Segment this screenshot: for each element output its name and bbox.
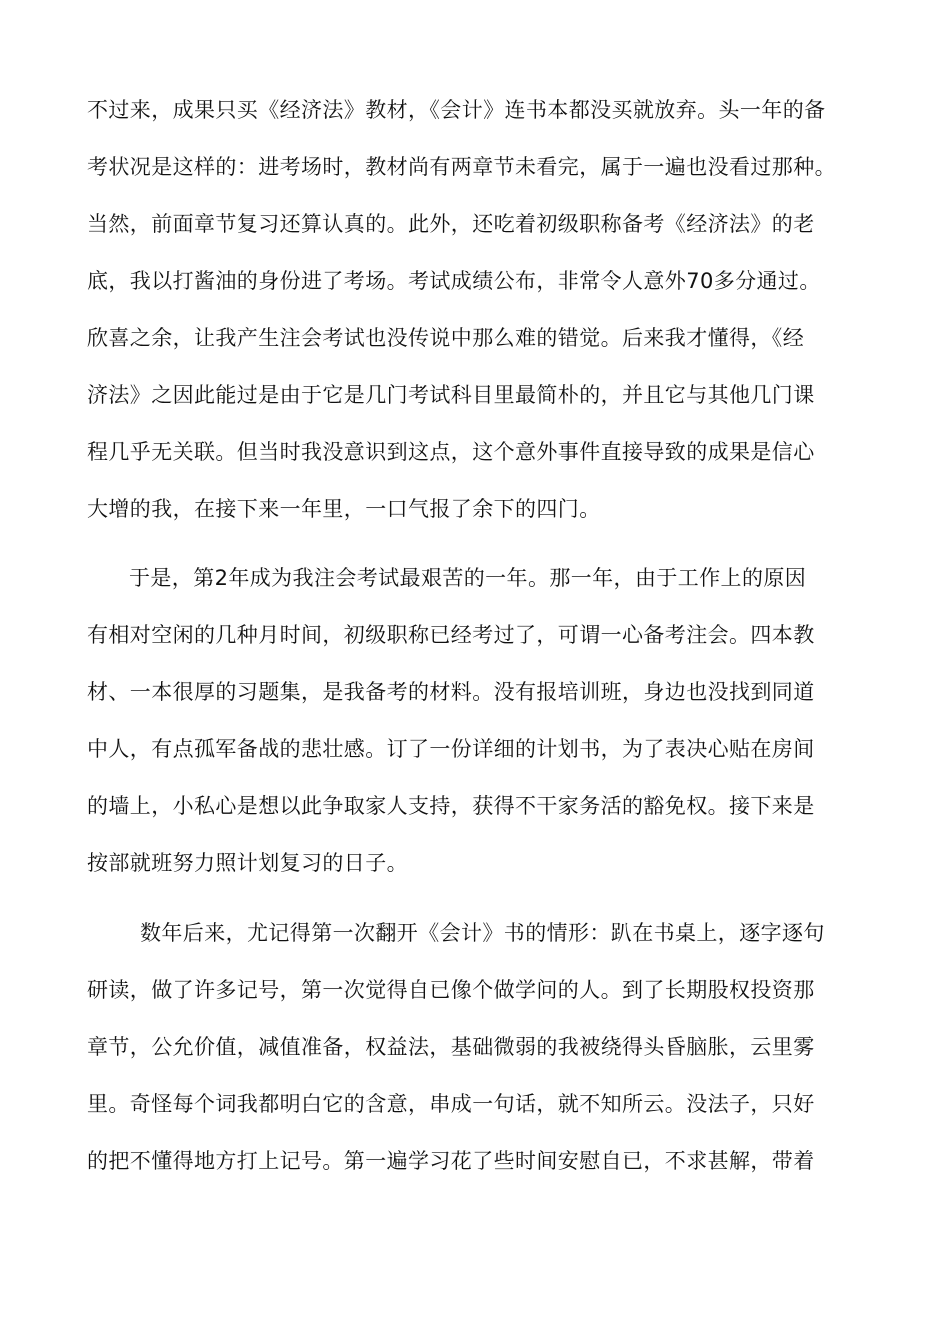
paragraph-2-line-5: 的墙上，小私心是想以此争取家人支持，获得不干家务活的豁免权。接下来是 [87, 794, 815, 818]
paragraph-2-line-6: 按部就班努力照计划复习的日子。 [87, 851, 408, 875]
paragraph-1-line-4: 底，我以打酱油的身份进了考场。考试成绩公布，非常令人意外70多分通过。 [87, 269, 821, 293]
paragraph-3-line-2: 研读，做了许多记号，第一次觉得自已像个做学问的人。到了长期股权投资那 [87, 978, 815, 1002]
paragraph-1-line-2: 考状况是这样的：进考场时，教材尚有两章节未看完，属于一遍也没看过那种。 [87, 155, 836, 179]
paragraph-1-line-6: 济法》之因此能过是由于它是几门考试科目里最简朴的，并且它与其他几门课 [87, 383, 815, 407]
paragraph-3-line-4: 里。奇怪每个词我都明白它的含意，串成一句话，就不知所云。没法子，只好 [87, 1092, 815, 1116]
paragraph-2-line-3: 材、一本很厚的习题集，是我备考的材料。没有报培训班，身边也没找到同道 [87, 680, 815, 704]
paragraph-1-line-1: 不过来，成果只买《经济法》教材，《会计》连书本都没买就放弃。头一年的备 [87, 98, 826, 122]
paragraph-1-line-5: 欣喜之余，让我产生注会考试也没传说中那么难的错觉。后来我才懂得，《经 [87, 326, 805, 350]
paragraph-1-line-8: 大增的我，在接下来一年里，一口气报了余下的四门。 [87, 497, 601, 521]
paragraph-3-line-3: 章节，公允价值，减值准备，权益法，基础微弱的我被绕得头昏脑胀，云里雾 [87, 1035, 815, 1059]
paragraph-3-line-5: 的把不懂得地方打上记号。第一遍学习花了些时间安慰自已，不求甚解，带着 [87, 1149, 815, 1173]
paragraph-2-line-1: 于是，第2年成为我注会考试最艰苦的一年。那一年，由于工作上的原因 [129, 566, 807, 590]
paragraph-2-line-4: 中人，有点孤军备战的悲壮感。订了一份详细的计划书，为了表决心贴在房间 [87, 737, 815, 761]
paragraph-3-line-1: 数年后来，尤记得第一次翻开《会计》书的情形：趴在书桌上，逐字逐句 [140, 921, 825, 945]
paragraph-2-line-2: 有相对空闲的几种月时间，初级职称已经考过了，可谓一心备考注会。四本教 [87, 623, 815, 647]
paragraph-1-line-3: 当然，前面章节复习还算认真的。此外，还吃着初级职称备考《经济法》的老 [87, 212, 815, 236]
paragraph-1-line-7: 程几乎无关联。但当时我没意识到这点，这个意外事件直接导致的成果是信心 [87, 440, 815, 464]
